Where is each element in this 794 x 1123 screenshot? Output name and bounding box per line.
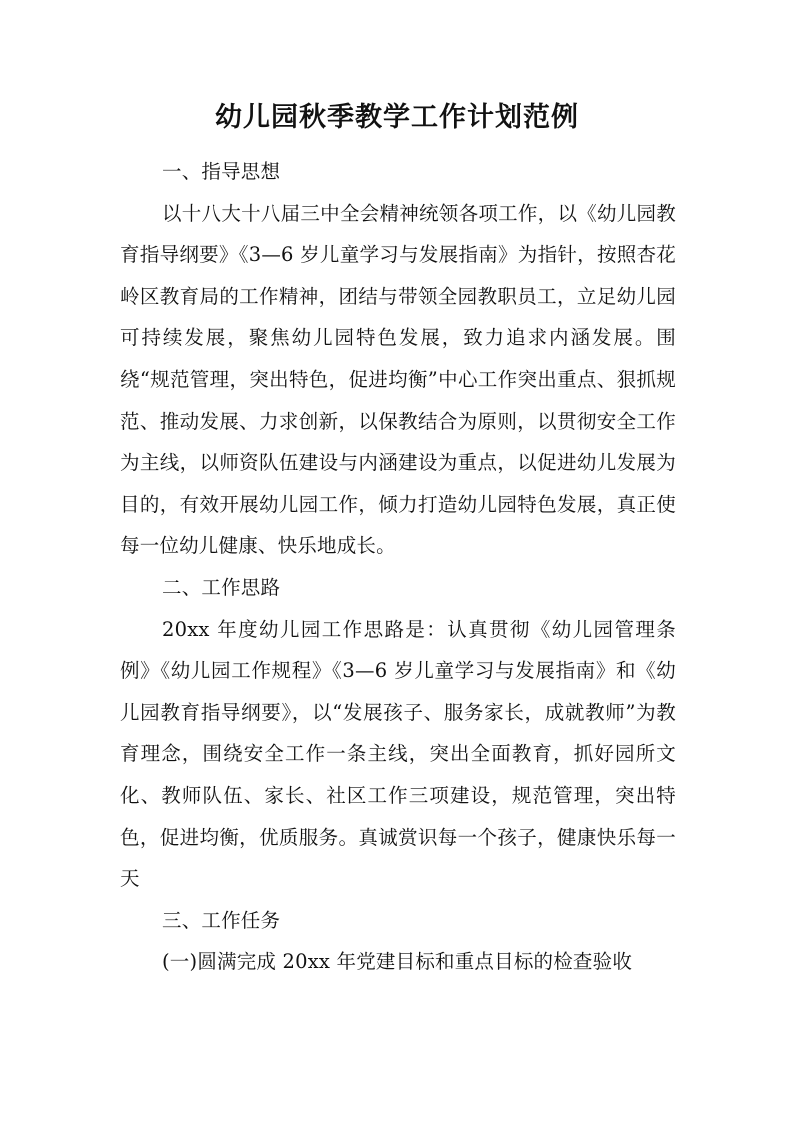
document-title: 幼儿园秋季教学工作计划范例 [215,102,579,133]
paragraph-work-task-1: (一)圆满完成 20xx 年党建目标和重点目标的检查验收 [162,950,633,974]
section-heading-work-approach: 二、工作思路 [162,575,281,599]
paragraph-work-approach: 20xx 年度幼儿园工作思路是：认真贯彻《幼儿园管理条例》《幼儿园工作规程》《3—6 岁儿童学习与发展指南》和《幼儿园教育指导纲要》，以“发展孩子、服务家长，成就教师”为教育理念，围绕安全工作一条主线，突出全面教育，抓好园所文化、教师队伍、家长、社区工作三项建设，规范管理，突出特色，促进均衡，优质服务。真诚赏识每一个孩子，健康快乐每一天 [120,617,676,891]
section-heading-work-tasks: 三、工作任务 [162,908,281,932]
section-heading-guiding-ideology: 一、指导思想 [162,160,281,183]
paragraph-guiding-ideology: 以十八大十八届三中全会精神统领各项工作，以《幼儿园教育指导纲要》《3—6 岁儿童学习与发展指南》为指针，按照杏花岭区教育局的工作精神，团结与带领全园教职员工，立足幼儿园可持续发展，聚焦幼儿园特色发展，致力追求内涵发展。围绕“规范管理，突出特色，促进均衡”中心工作突出重点、狠抓规范、推动发展、力求创新，以保教结合为原则，以贯彻安全工作为主线，以师资队伍建设与内涵建设为重点，以促进幼儿发展为目的，有效开展幼儿园工作，倾力打造幼儿园特色发展，真正使每一位幼儿健康、快乐地成长。 [120,201,676,558]
document-body [120,151,676,983]
